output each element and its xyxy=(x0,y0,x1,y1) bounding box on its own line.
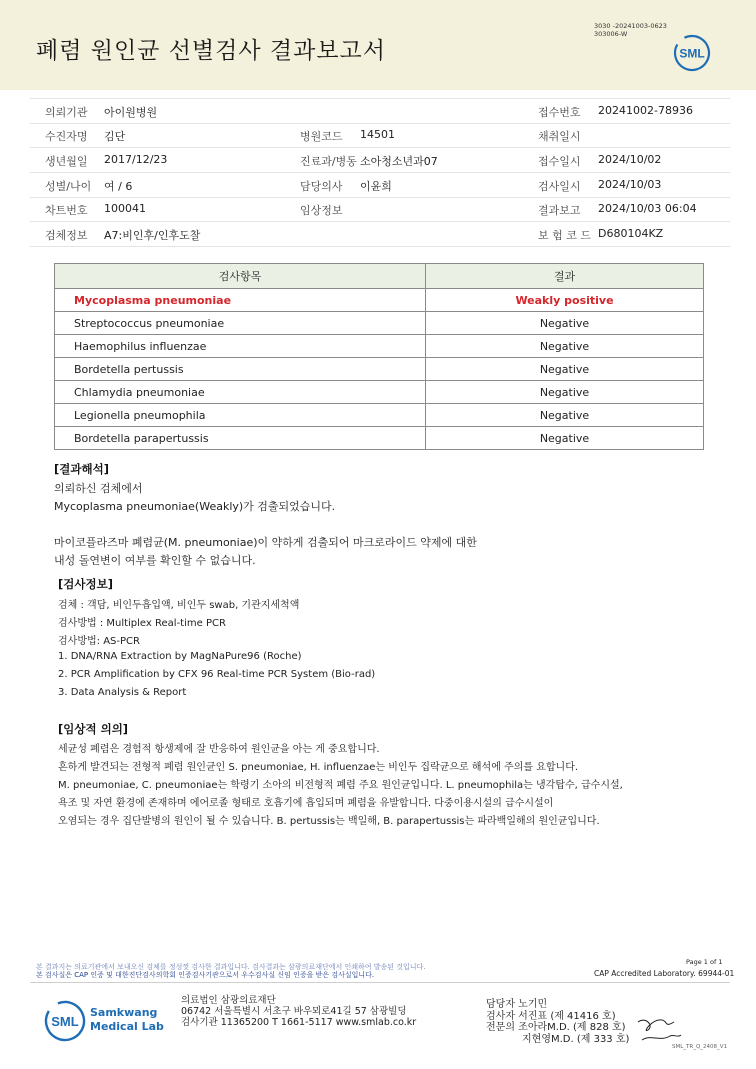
info-value: 2024/10/03 xyxy=(598,178,662,191)
table-row xyxy=(55,335,704,358)
table-row xyxy=(55,289,704,312)
info-value: 아이원병원 xyxy=(104,106,158,119)
info-label: 담당의사 xyxy=(300,180,343,193)
document-id xyxy=(594,22,667,38)
test-result: Negative xyxy=(426,427,704,450)
results-header-row xyxy=(55,264,704,289)
clinical-line: 세균성 폐렴은 경험적 항생제에 잘 반응하여 원인균을 아는 게 중요합니다. xyxy=(58,744,380,755)
brand-line: Samkwang xyxy=(90,1006,158,1019)
test-name: Haemophilus influenzae xyxy=(55,335,426,358)
info-label: 접수번호 xyxy=(538,106,581,119)
test-info-line: 검사방법: AS-PCR xyxy=(58,636,140,647)
signatories xyxy=(486,999,629,1045)
info-row-divider xyxy=(30,246,730,247)
test-info-line: 검사방법 : Multiplex Real-time PCR xyxy=(58,618,226,629)
interpretation-line: 마이코플라즈마 폐렴균(M. pneumoniae)이 약하게 검출되어 마크로라이드 약제에 대한 xyxy=(54,536,477,549)
test-name: Streptococcus pneumoniae xyxy=(55,312,426,335)
interpretation-line: 의뢰하신 검체에서 xyxy=(54,482,143,495)
info-label: 수진자명 xyxy=(45,130,88,143)
info-value: 이윤희 xyxy=(360,180,392,193)
info-label: 차트번호 xyxy=(45,204,88,217)
signature-icon xyxy=(634,1012,684,1046)
doc-id-line: 3030 -20241003-0623 xyxy=(594,22,667,30)
results-table xyxy=(54,263,704,450)
page-number: Page 1 of 1 xyxy=(686,958,723,966)
test-info-line: 1. DNA/RNA Extraction by MagNaPure96 (Roche) xyxy=(58,651,302,662)
info-row-divider xyxy=(30,172,730,173)
column-header-test: 검사항목 xyxy=(55,264,426,289)
form-code: SML_TR_Q_2408_V1 xyxy=(672,1044,728,1050)
info-value: D680104KZ xyxy=(598,227,664,240)
info-row-divider xyxy=(30,147,730,148)
info-value: 20241002-78936 xyxy=(598,104,693,117)
clinical-line: 흔하게 발견되는 전형적 폐렴 원인균인 S. pneumoniae, H. influenzae는 비인두 집락균으로 해석에 주의를 요합니다. xyxy=(58,762,579,773)
info-label: 채취일시 xyxy=(538,130,581,143)
logo-text: SML xyxy=(51,1014,79,1029)
test-name: Legionella pneumophila xyxy=(55,404,426,427)
info-row-divider xyxy=(30,123,730,124)
test-result: Negative xyxy=(426,358,704,381)
test-result: Negative xyxy=(426,312,704,335)
cap-accreditation: CAP Accredited Laboratory. 69944-01 xyxy=(594,969,735,978)
info-value: 2024/10/02 xyxy=(598,153,662,166)
address-line: 검사기관 11365200 T 1661-5117 www.smlab.co.kr xyxy=(181,1017,417,1028)
signatory-line: 전문의 조아라M.D. (제 828 호) xyxy=(486,1022,626,1033)
info-top-divider xyxy=(30,98,730,99)
info-label: 결과보고 xyxy=(538,204,581,217)
report-title: 폐렴 원인균 선별검사 결과보고서 xyxy=(36,38,386,64)
test-result: Negative xyxy=(426,335,704,358)
test-info-line: 2. PCR Amplification by CFX 96 Real-time PCR System (Bio-rad) xyxy=(58,669,376,680)
signatory-line: 담당자 노기민 xyxy=(486,999,548,1010)
interpretation-heading: [결과해석] xyxy=(54,462,109,476)
logo-text: SML xyxy=(679,46,705,61)
info-value: A7:비인후/인후도찰 xyxy=(104,229,201,242)
lab-address xyxy=(181,995,416,1028)
info-value: 100041 xyxy=(104,202,146,215)
info-label: 성별/나이 xyxy=(45,180,92,193)
info-label: 병원코드 xyxy=(300,130,343,143)
clinical-line: 오염되는 경우 집단발병의 원인이 될 수 있습니다. B. pertussis는 백일해, B. parapertussis는 파라백일해의 원인균입니다. xyxy=(58,816,600,827)
signatory-line: 검사자 서진표 (제 41416 호) xyxy=(486,1010,616,1022)
info-label: 생년월일 xyxy=(45,155,88,168)
test-name: Bordetella parapertussis xyxy=(55,427,426,450)
sml-logo-icon xyxy=(672,33,712,73)
test-name: Mycoplasma pneumoniae xyxy=(55,289,426,312)
table-row xyxy=(55,381,704,404)
info-value: 김단 xyxy=(104,130,126,143)
info-row-divider xyxy=(30,197,730,198)
column-header-result: 결과 xyxy=(426,264,704,289)
info-value: 소아청소년과07 xyxy=(360,155,438,168)
test-name: Bordetella pertussis xyxy=(55,358,426,381)
brand-name xyxy=(90,1006,164,1034)
table-row xyxy=(55,312,704,335)
table-row xyxy=(55,404,704,427)
test-info-line: 3. Data Analysis & Report xyxy=(58,687,187,698)
sml-logo-icon xyxy=(42,998,88,1044)
report-header xyxy=(0,0,756,90)
test-result: Negative xyxy=(426,404,704,427)
footer-divider xyxy=(30,982,730,983)
test-result: Negative xyxy=(426,381,704,404)
info-value: 여 / 6 xyxy=(104,180,133,193)
brand-line: Medical Lab xyxy=(90,1020,164,1033)
info-row-divider xyxy=(30,221,730,222)
signatory-line: 지현영M.D. (제 333 호) xyxy=(522,1033,630,1045)
info-label: 진료과/병동 xyxy=(300,155,357,168)
address-line: 06742 서울특별시 서초구 바우뫼로41길 57 삼광빌딩 xyxy=(181,1006,407,1017)
test-result: Weakly positive xyxy=(426,289,704,312)
info-label: 보 험 코 드 xyxy=(538,229,591,242)
doc-id-line: 303006-W xyxy=(594,30,628,38)
clinical-line: 욕조 및 자연 환경에 존재하며 에어로졸 형태로 호흡기에 흡입되며 폐렴을 유발합니다. 다중이용시설의 급수시설이 xyxy=(58,798,554,809)
test-info-heading: [검사정보] xyxy=(58,577,113,591)
info-label: 임상정보 xyxy=(300,204,343,217)
table-row xyxy=(55,358,704,381)
clinical-heading: [임상적 의의] xyxy=(58,722,129,736)
info-label: 접수일시 xyxy=(538,155,581,168)
info-label: 검체정보 xyxy=(45,229,88,242)
table-row xyxy=(55,427,704,450)
interpretation-line: 내성 돌연변이 여부를 확인할 수 없습니다. xyxy=(54,554,256,567)
address-line: 의료법인 삼광의료재단 xyxy=(181,995,276,1006)
clinical-line: M. pneumoniae, C. pneumoniae는 학령기 소아의 비전형적 폐렴 주요 원인균입니다. L. pneumophila는 냉각탑수, 급수시설, xyxy=(58,780,623,791)
info-label: 검사일시 xyxy=(538,180,581,193)
test-info-line: 검체 : 객담, 비인두흡입액, 비인두 swab, 기관지세척액 xyxy=(58,600,300,611)
info-value: 14501 xyxy=(360,128,395,141)
footer-notice: 본 결과지는 의료기관에서 보내오신 검체를 정성껏 검사한 결과입니다. 검사결과는 삼광의료재단에서 인쇄하여 발송된 것입니다. xyxy=(36,963,426,971)
info-label: 의뢰기관 xyxy=(45,106,88,119)
test-name: Chlamydia pneumoniae xyxy=(55,381,426,404)
interpretation-line: Mycoplasma pneumoniae(Weakly)가 검출되었습니다. xyxy=(54,500,336,513)
footer-notice: 본 검사실은 CAP 인증 및 대한진단검사의학회 인증검사기관으로서 우수검사실 신임 인증을 받은 검사실입니다. xyxy=(36,971,375,979)
info-value: 2017/12/23 xyxy=(104,153,168,166)
info-value: 2024/10/03 06:04 xyxy=(598,202,697,215)
